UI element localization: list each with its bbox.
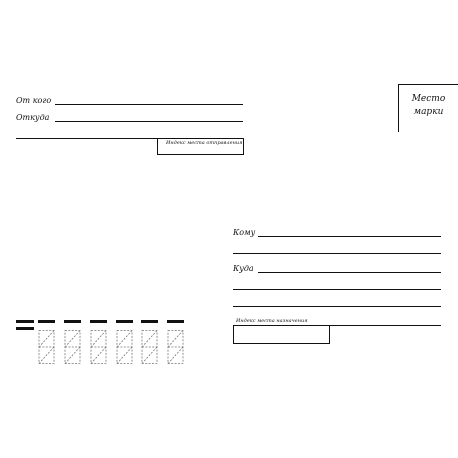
postcode-digit-6 <box>167 320 184 368</box>
digit-bar <box>38 320 55 323</box>
postcode-digit-4 <box>116 320 133 368</box>
digit-bar <box>167 320 184 323</box>
stamp-label-line2: марки <box>413 107 444 117</box>
digit-bar <box>141 320 158 323</box>
postcode-marker-bar <box>16 320 34 323</box>
digit-bar <box>64 320 81 323</box>
destination-index-label: Индекс места назначения <box>236 318 308 324</box>
from-write-line <box>55 104 243 105</box>
digit-cell <box>116 330 133 364</box>
postcode-digit-1 <box>38 320 55 368</box>
digit-cell <box>38 330 55 364</box>
destination-index-box <box>233 325 330 344</box>
address-to-write-line-2 <box>233 289 441 290</box>
to-write-line <box>258 236 441 237</box>
stamp-label-line1: Место <box>411 94 446 104</box>
postcode-digit-3 <box>90 320 107 368</box>
digit-cell <box>90 330 107 364</box>
stamp-place <box>398 84 458 132</box>
postcode-marker-bar-2 <box>16 327 34 330</box>
address-to-write-line <box>258 272 441 273</box>
address-to-write-line-3 <box>233 306 441 307</box>
address-to-label: Куда <box>233 264 254 273</box>
digit-bar <box>116 320 133 323</box>
to-write-line-2 <box>233 253 441 254</box>
from-label: От кого <box>16 96 52 105</box>
postcode-digit-5 <box>141 320 158 368</box>
address-from-write-line <box>55 121 243 122</box>
postcode-digit-2 <box>64 320 81 368</box>
digit-cell <box>141 330 158 364</box>
digit-bar <box>90 320 107 323</box>
address-from-label: Откуда <box>16 113 50 122</box>
origin-index-label: Индекс места отправления <box>166 140 243 146</box>
to-label: Кому <box>233 228 256 237</box>
digit-cell <box>64 330 81 364</box>
digit-cell <box>167 330 184 364</box>
